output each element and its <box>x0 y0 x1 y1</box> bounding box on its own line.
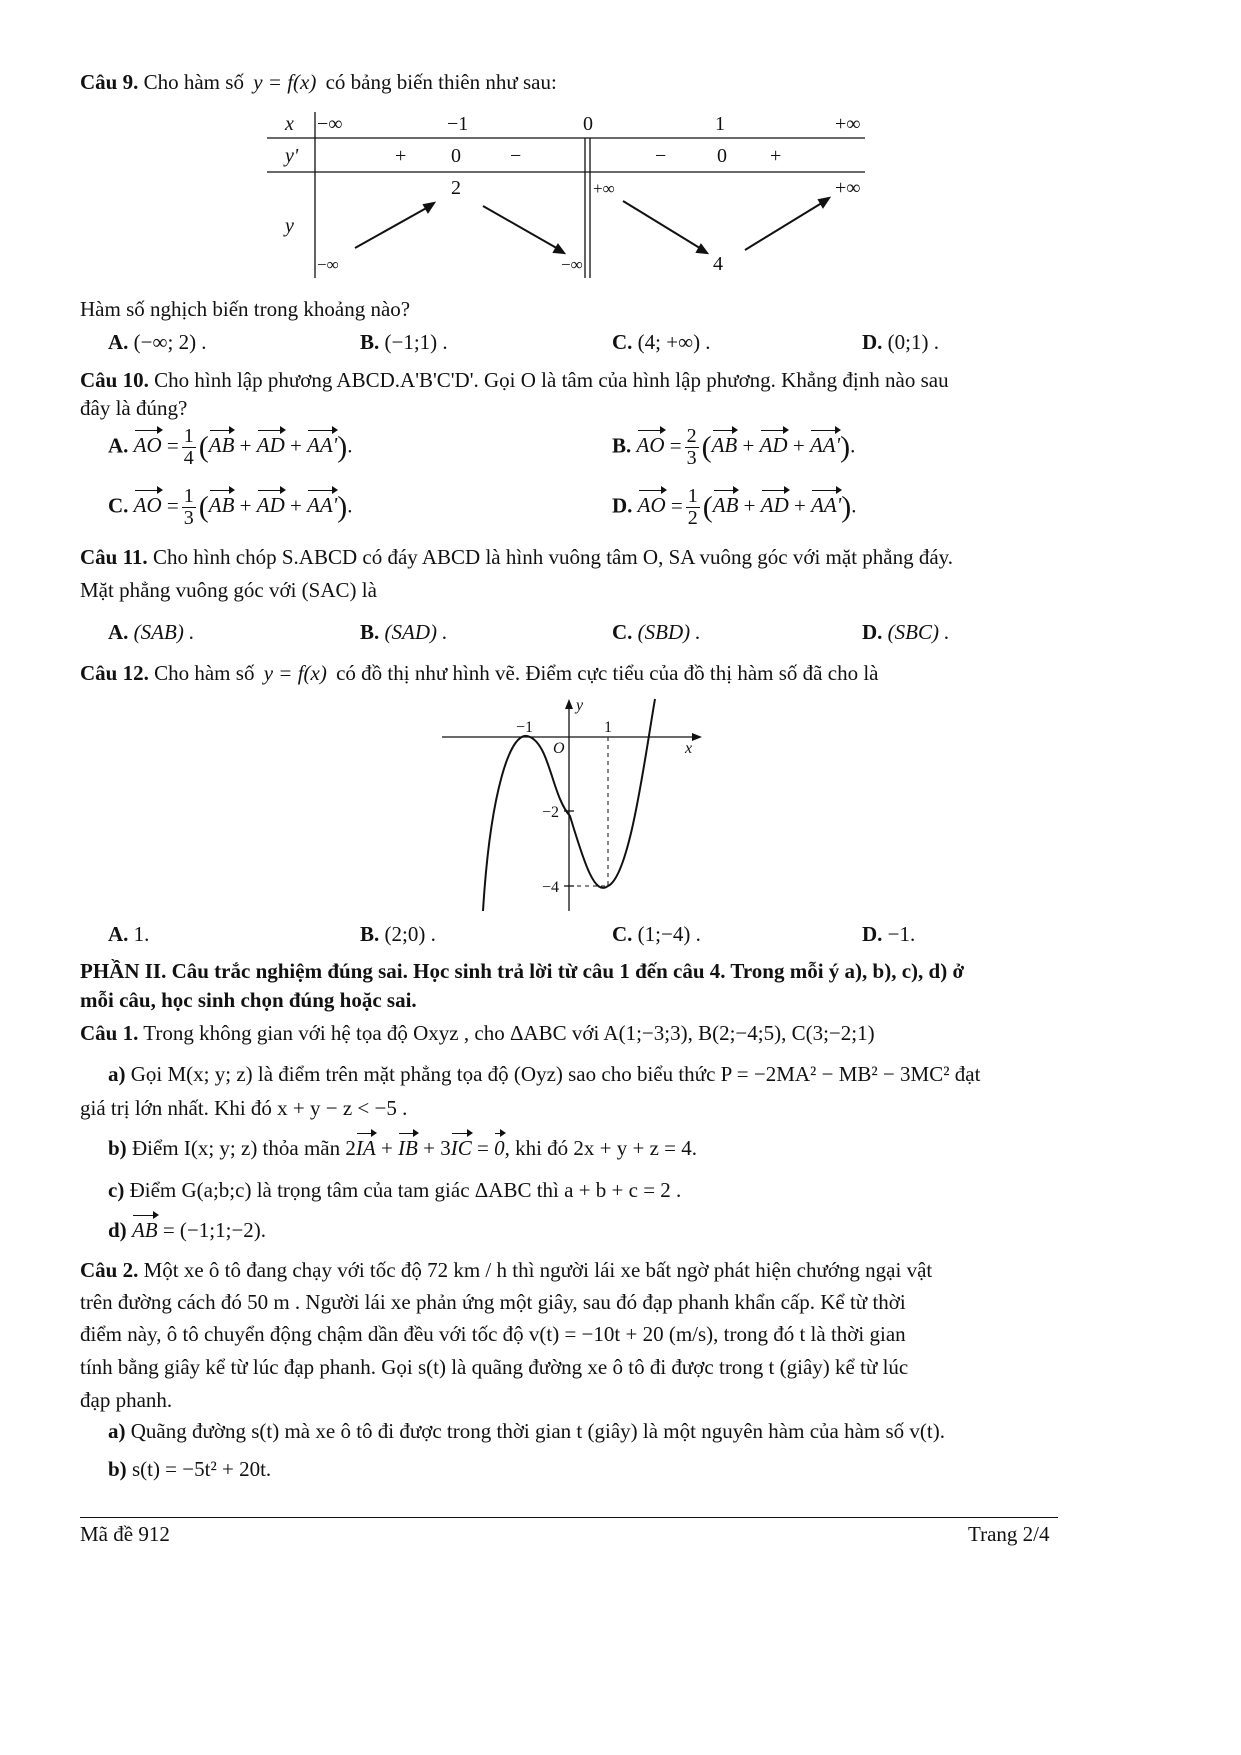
var-table-x-value: +∞ <box>835 113 861 135</box>
var-table-x-value: −1 <box>447 113 469 135</box>
q11-option-a[interactable]: A. (SAB) . <box>108 620 195 644</box>
graph-x-axis-label: x <box>685 740 693 757</box>
var-table-sign: − <box>655 145 667 167</box>
q10-option-b[interactable]: B. AO = $\frac{2}{3}$ (AB + AD + AA'). <box>612 425 856 469</box>
p2q1-statement-d[interactable]: d) AB = (−1;1;−2). <box>108 1218 267 1242</box>
p2q2-line4: tính bằng giây kể từ lúc đạp phanh. Gọi s(t) là quãng đường xe ô tô đi được trong t (giây) kể từ lúc <box>80 1355 909 1379</box>
var-table-y-value: 4 <box>713 253 723 275</box>
q9-label: Câu 9. <box>80 70 139 94</box>
var-table-sign: + <box>770 145 782 167</box>
q9-option-b[interactable]: B. (−1;1) . <box>360 330 448 354</box>
p2q2-line3: điểm này, ô tô chuyển động chậm dần đều với tốc độ v(t) = −10t + 20 (m/s), trong đó t là thời gian <box>80 1322 906 1346</box>
graph-tick-x-neg1: −1 <box>516 719 534 736</box>
q10-option-c[interactable]: C. AO = $\frac{1}{3}$ (AB + AD + AA'). <box>108 485 353 529</box>
q11-option-c[interactable]: C. (SBD) . <box>612 620 701 644</box>
var-table-x-value: −∞ <box>317 113 343 135</box>
graph-tick-x-1: 1 <box>604 719 612 736</box>
q11-stem-line1: Câu 11. Cho hình chóp S.ABCD có đáy ABCD là hình vuông tâm O, SA vuông góc với mặt phẳng đáy. <box>80 545 954 569</box>
q12-option-d[interactable]: D. −1. <box>862 922 916 946</box>
footer-page-number: Trang 2/4 <box>968 1522 1050 1546</box>
p2q1-stem: Câu 1. Trong không gian với hệ tọa độ Oxyz , cho ΔABC với A(1;−3;3), B(2;−4;5), C(3;−2;1) <box>80 1021 875 1045</box>
p2q1-statement-a-cont: giá trị lớn nhất. Khi đó x + y − z < −5 . <box>80 1096 408 1120</box>
p2q2-line2: trên đường cách đó 50 m . Người lái xe phản ứng một giây, sau đó đạp phanh khẩn cấp. Kể từ thời <box>80 1290 906 1314</box>
graph-y-axis-label: y <box>576 697 584 714</box>
var-table-y-value: +∞ <box>835 177 861 199</box>
q9-question: Hàm số nghịch biến trong khoảng nào? <box>80 297 411 321</box>
p2q1-statement-a[interactable]: a) Gọi M(x; y; z) là điểm trên mặt phẳng tọa độ (Oyz) sao cho biểu thức P = −2MA² − MB² − 3MC² đạt <box>108 1062 981 1086</box>
p2q2-line1: Câu 2. Một xe ô tô đang chạy với tốc độ 72 km / h thì người lái xe bất ngờ phát hiện chướng ngại vật <box>80 1258 933 1282</box>
q11-stem-line2: Mặt phẳng vuông góc với (SAC) là <box>80 578 377 602</box>
variation-table <box>265 108 870 280</box>
q10-option-a[interactable]: A. AO = $\frac{1}{4}$ (AB + AD + AA'). <box>108 425 353 469</box>
p2q2-line5: đạp phanh. <box>80 1388 173 1412</box>
graph-tick-y-neg4: −4 <box>542 879 560 896</box>
q11-option-d[interactable]: D. (SBC) . <box>862 620 950 644</box>
p2q1-statement-c[interactable]: c) Điểm G(a;b;c) là trọng tâm của tam giác ΔABC thì a + b + c = 2 . <box>108 1178 682 1202</box>
q10-stem-line2: đây là đúng? <box>80 396 188 420</box>
var-table-y-value: +∞ <box>593 179 615 198</box>
var-table-dy-label: y' <box>285 145 299 167</box>
var-table-y-value: −∞ <box>317 255 339 274</box>
q12-stem: Câu 12. Cho hàm số y = f(x) có đồ thị như hình vẽ. Điểm cực tiểu của đồ thị hàm số đã cho là <box>80 661 879 685</box>
var-table-sign: 0 <box>451 145 461 167</box>
p2q1-statement-b[interactable]: b) Điểm I(x; y; z) thỏa mãn 2IA + IB + 3IC = 0, khi đó 2x + y + z = 4. <box>108 1136 697 1160</box>
graph-origin-label: O <box>553 740 565 757</box>
part2-heading-line2: mỗi câu, học sinh chọn đúng hoặc sai. <box>80 988 417 1012</box>
var-table-x-value: 0 <box>583 113 593 135</box>
var-table-sign: 0 <box>717 145 727 167</box>
footer-divider <box>80 1517 1058 1518</box>
footer-exam-code: Mã đề 912 <box>80 1522 170 1546</box>
var-table-y-value: −∞ <box>561 255 583 274</box>
q9-stem: Câu 9. Cho hàm số y = f(x) có bảng biến thiên như sau: <box>80 70 557 94</box>
q12-option-b[interactable]: B. (2;0) . <box>360 922 436 946</box>
q9-option-c[interactable]: C. (4; +∞) . <box>612 330 711 354</box>
p2q2-statement-b[interactable]: b) s(t) = −5t² + 20t. <box>108 1457 272 1481</box>
var-table-x-label: x <box>285 113 294 135</box>
function-graph <box>440 696 705 918</box>
var-table-x-value: 1 <box>715 113 725 135</box>
var-table-y-value: 2 <box>451 177 461 199</box>
q10-stem-line1: Câu 10. Cho hình lập phương ABCD.A'B'C'D'. Gọi O là tâm của hình lập phương. Khẳng định nào sau <box>80 368 949 392</box>
var-table-sign: + <box>395 145 407 167</box>
part2-heading-line1: PHẦN II. Câu trắc nghiệm đúng sai. Học sinh trả lời từ câu 1 đến câu 4. Trong mỗi ý a), b), c), d) ở <box>80 959 965 983</box>
q12-option-a[interactable]: A. 1. <box>108 922 150 946</box>
q11-option-b[interactable]: B. (SAD) . <box>360 620 448 644</box>
var-table-sign: − <box>510 145 522 167</box>
q10-option-d[interactable]: D. AO = $\frac{1}{2}$ (AB + AD + AA'). <box>612 485 857 529</box>
q9-option-d[interactable]: D. (0;1) . <box>862 330 939 354</box>
q9-option-a[interactable]: A. (−∞; 2) . <box>108 330 207 354</box>
var-table-y-label: y <box>285 215 294 237</box>
p2q2-statement-a[interactable]: a) Quãng đường s(t) mà xe ô tô đi được trong thời gian t (giây) là một nguyên hàm của hàm số v(t). <box>108 1419 945 1443</box>
graph-tick-y-neg2: −2 <box>542 804 560 821</box>
q12-option-c[interactable]: C. (1;−4) . <box>612 922 701 946</box>
